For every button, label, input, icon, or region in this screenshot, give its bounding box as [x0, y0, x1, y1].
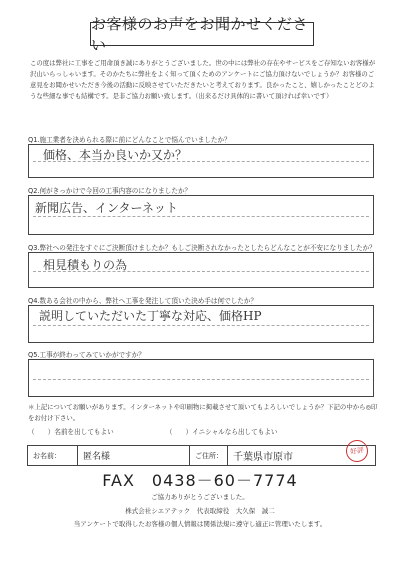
answer-3-text: 相見積もりの為 [43, 258, 128, 272]
answer-2-text: 新聞広告、インターネット [35, 201, 178, 215]
answer-1-text: 価格、本当か良いか又か？ [43, 148, 188, 162]
address-label: ご住所： [190, 446, 228, 465]
answer-box-3[interactable] [28, 252, 374, 288]
address-value[interactable]: 千葉県市原市 [233, 452, 293, 463]
ruled-line [33, 379, 369, 380]
question-1-label: Q1.施工業者を決められる際に前にどんなことで悩んでいましたか？ [28, 136, 231, 144]
consent-text: ＊上記についてお願いがあります。インターネットや印刷物に掲載させて頂いてもよろしいでしょうか？下記の中から◎印をお付け下さい。 [28, 403, 378, 422]
thanks-text: ご協力ありがとうございました。 [151, 493, 249, 501]
name-value[interactable]: 匿名様 [78, 446, 190, 465]
answer-box-4[interactable] [28, 305, 374, 343]
answer-box-1[interactable] [28, 144, 374, 178]
answer-box-5[interactable] [28, 359, 374, 397]
customer-info-table [27, 445, 376, 466]
company-text: 株式会社シエアテック 代表取締役 大久保 誠二 [125, 507, 275, 515]
seal-stamp: 好評 [345, 439, 370, 464]
question-5-label: Q5.工事が終わってみていかがですか？ [28, 351, 145, 359]
name-label: お名前： [28, 446, 78, 465]
option-name-ok[interactable]: （ ）名前を出してもよい [28, 428, 114, 436]
question-4-label: Q4.数ある会社の中から、弊社へ工事を発注して頂いた決め手は何でしたか？ [28, 297, 258, 305]
ruled-line [33, 216, 369, 217]
ruled-line [33, 325, 369, 326]
page-title: お客様のお声をお聞かせください [90, 22, 314, 46]
answer-box-2[interactable] [28, 195, 374, 235]
question-2-label: Q2.何がきっかけで今回の工事内容のになりましたか？ [28, 187, 192, 195]
option-initial-ok[interactable]: （ ）イニシャルなら出してもよい [165, 428, 278, 436]
privacy-text: 当アンケートで取得したお客様の個人情報は関係法規に遵守し適正に管理いたします。 [73, 520, 327, 528]
question-3-label: Q3.弊社への発注をすぐにご決断頂けましたか？もしご決断されなかったとしたらどんなことが不安になりましたか？ [28, 244, 376, 252]
consent-options [28, 426, 328, 436]
answer-4-text: 説明していただいた丁寧な対応、価格HP [39, 309, 262, 323]
intro-text: この度は弊社に工事をご用命頂き誠にありがとうございました。世の中には弊社の存在やサービスをご存知ないお客様が沢山いらっしゃいます。そのかたちに弊社をよく知って頂くためのアンケートにご協力頂けないでしょうか？お客様のご意見をお聞かせいただき今後の活動に反映させていただきたいと考えております。良かったこと、嬉しかったことどのような些細な事でも結構です。是非ご協力お願い致します。（出来るだけ具体的に書いて頂ければ幸いです） [30, 59, 376, 100]
fax-number: FAX 0438－60－7774 [102, 471, 298, 490]
